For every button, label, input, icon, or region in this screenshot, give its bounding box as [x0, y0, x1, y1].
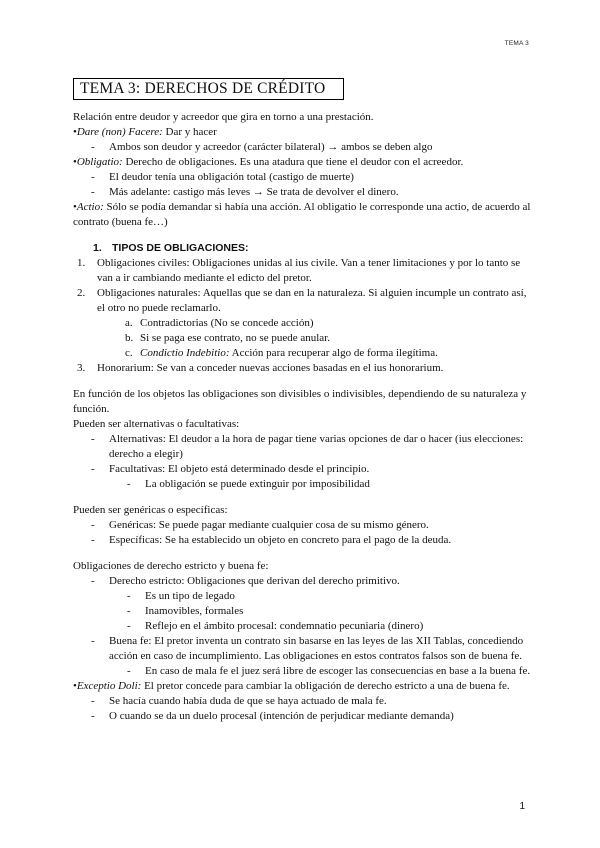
- paragraph: En función de los objetos las obligaciones son divisibles o indivisibles, dependiendo de su naturaleza y función.: [73, 388, 527, 415]
- section-number: 1.: [93, 242, 102, 254]
- list-item: [73, 346, 533, 361]
- list-item-text: Alternativas: El deudor a la hora de pagar tiene varias opciones de dar o hacer (ius elecciones: derecho a elegir): [109, 433, 524, 460]
- list-item: [73, 634, 533, 664]
- list-item: [73, 331, 533, 346]
- page-number: 1: [519, 801, 525, 812]
- list-item: [73, 286, 533, 316]
- definition: El pretor concede para cambiar la obligación de derecho estricto a una de buena fe.: [144, 680, 510, 692]
- term: Actio:: [76, 201, 104, 213]
- section-heading: [73, 241, 533, 256]
- list-item-text: Facultativas: El objeto está determinado desde el principio.: [109, 463, 370, 475]
- list-item-text: En caso de mala fe el juez será libre de escoger las consecuencias en base a la buena fe.: [145, 665, 531, 677]
- list-item-text: Reflejo en el ámbito procesal: condemnatio pecuniaria (dinero): [145, 620, 424, 632]
- list-item: [73, 462, 533, 477]
- list-item: [73, 477, 533, 492]
- paragraph: Obligaciones de derecho estricto y buena fe:: [73, 560, 269, 572]
- dash: -: [91, 635, 95, 647]
- list-item: [73, 185, 533, 200]
- actio-line: [73, 200, 533, 230]
- spacer: [73, 376, 533, 387]
- list-item: [73, 574, 533, 589]
- dash: -: [91, 519, 95, 531]
- definition: Dar y hacer: [165, 126, 217, 138]
- spacer: [73, 230, 533, 241]
- paragraph: Pueden ser genéricas o específicas:: [73, 504, 228, 516]
- list-item-text: Ambos son deudor y acreedor (carácter bilateral) → ambos se deben algo: [109, 141, 433, 153]
- list-item: [73, 619, 533, 634]
- dash: -: [91, 463, 95, 475]
- dash: -: [127, 478, 131, 490]
- list-item: [73, 316, 533, 331]
- document-body: [73, 110, 533, 724]
- item-letter: b.: [125, 332, 134, 344]
- term: Exceptio Doli:: [76, 680, 142, 692]
- list-item-text: Se hacía cuando había duda de que se haya actuado de mala fe.: [109, 695, 387, 707]
- bullet: •: [73, 680, 77, 692]
- list-item-text: Si se paga ese contrato, no se puede anular.: [140, 332, 330, 344]
- dash: -: [127, 620, 131, 632]
- spacer: [73, 548, 533, 559]
- list-item: [73, 694, 533, 709]
- dash: -: [91, 695, 95, 707]
- list-item-text: Derecho estricto: Obligaciones que derivan del derecho primitivo.: [109, 575, 400, 587]
- list-item: [73, 518, 533, 533]
- item-letter: a.: [125, 317, 133, 329]
- list-item: [73, 604, 533, 619]
- exceptio-doli-line: [73, 679, 533, 694]
- definition: Sólo se podía demandar si había una acción. Al obligatio le corresponde una actio, de acuerdo al contrato (buena fe…): [73, 201, 531, 228]
- bullet: •: [73, 201, 77, 213]
- list-item: [73, 256, 533, 286]
- list-item-text: Contradictorias (No se concede acción): [140, 317, 314, 329]
- dash: -: [91, 534, 95, 546]
- list-item: [73, 533, 533, 548]
- dash: -: [91, 710, 95, 722]
- list-item-text: Inamovibles, formales: [145, 605, 244, 617]
- header-tag: TEMA 3: [504, 40, 529, 47]
- list-item-text: [140, 346, 533, 361]
- obligatio-line: [73, 155, 533, 170]
- definition: Acción para recuperar algo de forma ilegítima.: [231, 347, 438, 359]
- list-item-text: Genéricas: Se puede pagar mediante cualquier cosa de su mismo género.: [109, 519, 429, 531]
- list-item-text: La obligación se puede extinguir por imposibilidad: [145, 478, 370, 490]
- item-number: 2.: [77, 287, 86, 299]
- list-item: [73, 589, 533, 604]
- item-letter: c.: [125, 347, 133, 359]
- dash: -: [127, 590, 131, 602]
- dare-line: [73, 125, 533, 140]
- section-heading-text: TIPOS DE OBLIGACIONES:: [112, 242, 249, 254]
- list-item: [73, 709, 533, 724]
- list-item-text: O cuando se da un duelo procesal (intención de perjudicar mediante demanda): [109, 710, 454, 722]
- term: Dare (non) Facere:: [76, 126, 163, 138]
- list-item-text: Es un tipo de legado: [145, 590, 235, 602]
- list-item-text: Más adelante: castigo más leves → Se trata de devolver el dinero.: [109, 186, 399, 198]
- list-item: [73, 432, 533, 462]
- dash: -: [91, 141, 95, 153]
- list-item-text: Buena fe: El pretor inventa un contrato sin basarse en las leyes de las XII Tablas, concediendo acción en caso de incumplimiento. Las obligaciones en estos contratos falsos son de buena fe.: [109, 635, 524, 662]
- list-item-text: Específicas: Se ha establecido un objeto en concreto para el pago de la deuda.: [109, 534, 452, 546]
- list-item-text: El deudor tenía una obligación total (castigo de muerte): [109, 171, 354, 183]
- item-number: 1.: [77, 257, 86, 269]
- dash: -: [91, 433, 95, 445]
- page-title: TEMA 3: DERECHOS DE CRÉDITO: [73, 78, 344, 100]
- term: Obligatio:: [76, 156, 123, 168]
- dash: -: [91, 171, 95, 183]
- dash: -: [127, 605, 131, 617]
- list-item: [73, 140, 533, 155]
- list-item-text: Honorarium: Se van a conceder nuevas acciones basadas en el ius honorarium.: [97, 362, 444, 374]
- spacer: [73, 492, 533, 503]
- dash: -: [127, 665, 131, 677]
- list-item-text: Obligaciones naturales: Aquellas que se dan en la naturaleza. Si alguien incumple un contrato así, el otro no puede reclamarlo.: [97, 287, 527, 314]
- item-number: 3.: [77, 362, 86, 374]
- bullet: •: [73, 126, 77, 138]
- list-item: [73, 170, 533, 185]
- intro-paragraph: Relación entre deudor y acreedor que gira en torno a una prestación.: [73, 111, 374, 123]
- list-item: [73, 664, 533, 679]
- list-item-text: Obligaciones civiles: Obligaciones unidas al ius civile. Van a tener limitaciones y por lo tanto se van a ir cambiando mediante el edicto del pretor.: [97, 257, 521, 284]
- dash: -: [91, 186, 95, 198]
- dash: -: [91, 575, 95, 587]
- term: Condictio Indebitio:: [140, 347, 230, 359]
- list-item: [73, 361, 533, 376]
- bullet: •: [73, 156, 77, 168]
- definition: Derecho de obligaciones. Es una atadura que tiene el deudor con el acreedor.: [125, 156, 464, 168]
- paragraph: Pueden ser alternativas o facultativas:: [73, 418, 240, 430]
